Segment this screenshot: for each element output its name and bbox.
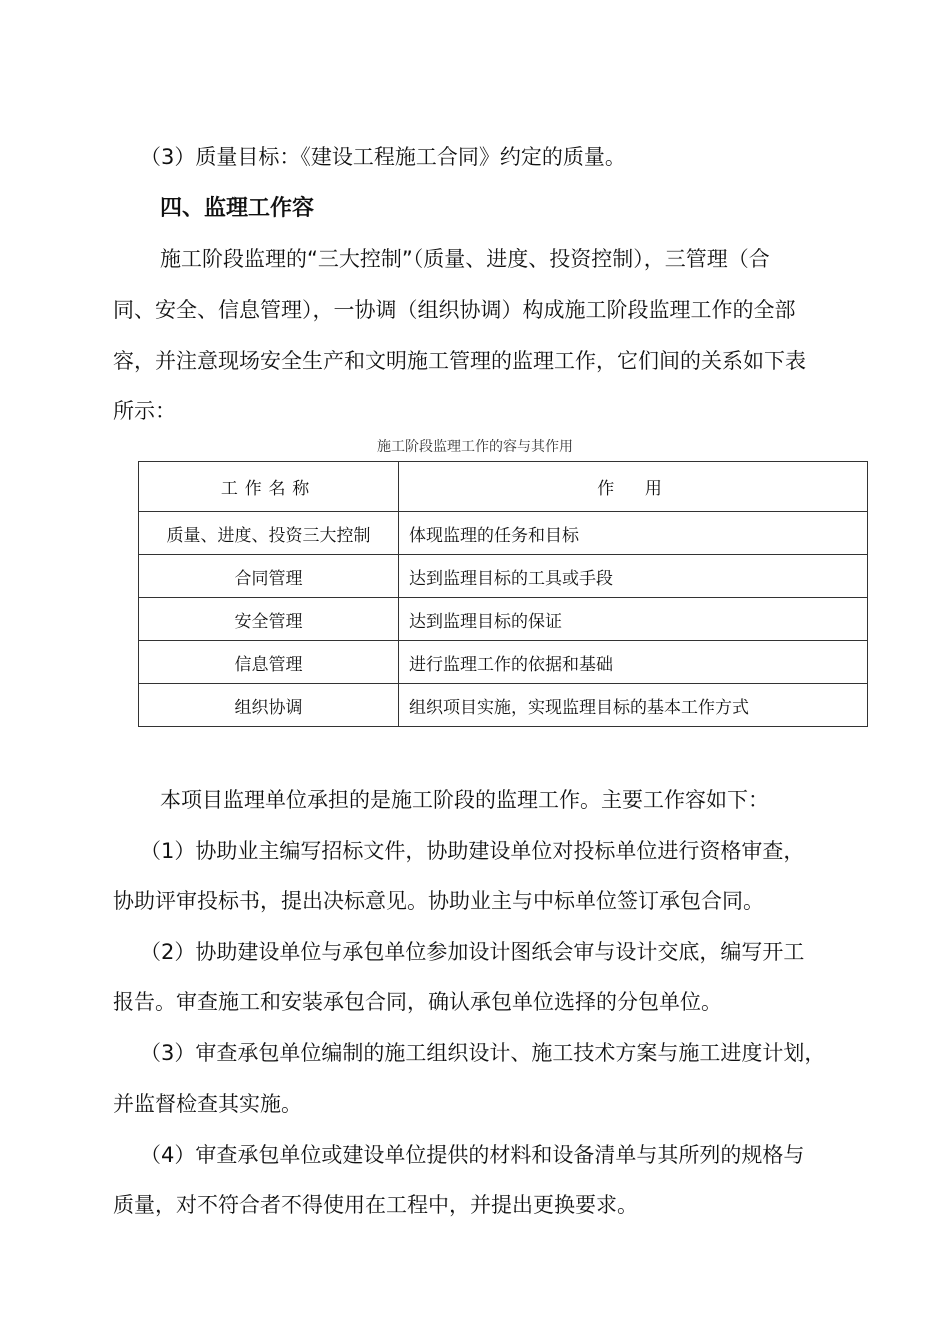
table-cell: 质量、进度、投资三大控制	[139, 512, 399, 555]
table-cell: 达到监理目标的工具或手段	[399, 555, 868, 598]
body-line: 协助评审投标书，提出决标意见。协助业主与中标单位签订承包合同。	[113, 889, 764, 913]
table-caption: 施工阶段监理工作的容与其作用	[377, 439, 573, 455]
table-row	[139, 598, 868, 641]
intro-line: 同、安全、信息管理），一协调（组织协调）构成施工阶段监理工作的全部	[113, 298, 796, 322]
table-cell: 信息管理	[139, 641, 399, 684]
section-heading: 四、监理工作容	[160, 196, 315, 221]
body-line: 本项目监理单位承担的是施工阶段的监理工作。主要工作容如下：	[160, 788, 769, 812]
intro-line: 施工阶段监理的“三大控制”（质量、进度、投资控制），三管理（合	[160, 247, 770, 271]
table-cell: 组织协调	[139, 684, 399, 727]
table-cell: 体现监理的任务和目标	[399, 512, 868, 555]
table-header-row	[139, 462, 868, 512]
table-cell: 合同管理	[139, 555, 399, 598]
body-line: （1）协助业主编写招标文件，协助建设单位对投标单位进行资格审查，	[140, 839, 805, 863]
intro-line: 容，并注意现场安全生产和文明施工管理的监理工作，它们间的关系如下表	[113, 349, 806, 373]
table-cell: 组织项目实施，实现监理目标的基本工作方式	[399, 684, 868, 727]
table-cell: 进行监理工作的依据和基础	[399, 641, 868, 684]
table-row	[139, 684, 868, 727]
table-row	[139, 555, 868, 598]
intro-line: 所示：	[113, 399, 176, 423]
table-cell: 安全管理	[139, 598, 399, 641]
work-content-table	[138, 461, 868, 727]
quality-target-paragraph: （3）质量目标：《建设工程施工合同》约定的质量。	[140, 145, 626, 169]
table-cell: 达到监理目标的保证	[399, 598, 868, 641]
table-header-cell: 作 用	[399, 462, 868, 512]
body-line: （2）协助建设单位与承包单位参加设计图纸会审与设计交底，编写开工	[140, 940, 805, 964]
body-line: 并监督检查其实施。	[113, 1092, 302, 1116]
table-header-cell: 工作名称	[139, 462, 399, 512]
body-line: 质量，对不符合者不得使用在工程中，并提出更换要求。	[113, 1193, 638, 1217]
table-row	[139, 512, 868, 555]
body-line: 报告。审查施工和安装承包合同，确认承包单位选择的分包单位。	[113, 990, 722, 1014]
body-line: （3）审查承包单位编制的施工组织设计、施工技术方案与施工进度计划，	[140, 1041, 826, 1065]
table-row	[139, 641, 868, 684]
body-line: （4）审查承包单位或建设单位提供的材料和设备清单与其所列的规格与	[140, 1143, 805, 1167]
